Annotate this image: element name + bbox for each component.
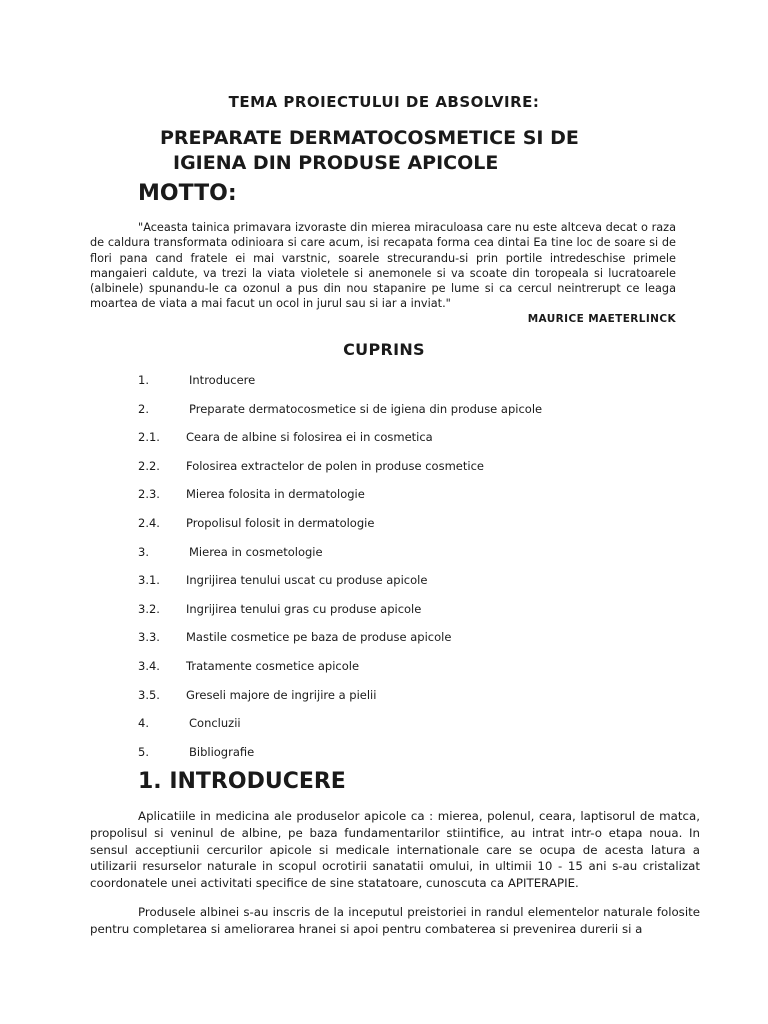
toc-item-label: Mierea folosita in dermatologie bbox=[186, 487, 365, 502]
toc-item bbox=[138, 715, 542, 744]
toc-item bbox=[138, 544, 542, 573]
contents-heading: CUPRINS bbox=[343, 340, 425, 359]
toc-item bbox=[138, 601, 542, 630]
toc-item-number: 3.2. bbox=[138, 601, 160, 616]
toc-item-number: 4. bbox=[138, 716, 149, 731]
toc-item-label: Mierea in cosmetologie bbox=[189, 544, 323, 559]
toc-item-number: 3. bbox=[138, 544, 149, 559]
toc-item bbox=[138, 572, 542, 601]
toc-item bbox=[138, 629, 542, 658]
quote-author: MAURICE MAETERLINCK bbox=[527, 313, 676, 325]
toc-item-label: Ingrijirea tenului uscat cu produse apicole bbox=[186, 573, 428, 588]
table-of-contents bbox=[138, 372, 542, 772]
project-title-line-2: IGIENA DIN PRODUSE APICOLE bbox=[173, 152, 499, 174]
intro-paragraph-1: Aplicatiile in medicina ale produselor apicole ca : mierea, polenul, ceara, laptisorul de matca, propolisul si veninul de albine, pe baza fundamentarilor stiintifice, au intrat intr-o etapa noua. In sensul acceptiunii cercurilor apicole si medicale internationale care se ocupa de acesta latura a utilizarii resurselor naturale in scopul ocrotirii sanatatii omului, in ultimii 10 - 15 ani s-au cristalizat coordonatele unei activitati specifice de sine statatoare, cunoscuta ca APITERAPIE. bbox=[90, 809, 700, 891]
toc-item-number: 2.2. bbox=[138, 458, 160, 473]
toc-item-label: Folosirea extractelor de polen in produse cosmetice bbox=[186, 458, 484, 473]
toc-item-label: Propolisul folosit in dermatologie bbox=[186, 515, 375, 530]
toc-item bbox=[138, 372, 542, 401]
project-topic-heading: TEMA PROIECTULUI DE ABSOLVIRE: bbox=[228, 93, 540, 111]
toc-item bbox=[138, 687, 542, 716]
toc-item bbox=[138, 458, 542, 487]
toc-item bbox=[138, 486, 542, 515]
toc-item-label: Preparate dermatocosmetice si de igiena din produse apicole bbox=[189, 401, 543, 416]
project-title-line-1: PREPARATE DERMATOCOSMETICE SI DE bbox=[160, 127, 579, 149]
toc-item-label: Introducere bbox=[189, 373, 256, 387]
section-heading-introduction: 1. INTRODUCERE bbox=[138, 769, 346, 794]
toc-item-label: Ceara de albine si folosirea ei in cosmetica bbox=[186, 430, 433, 445]
toc-item-label: Ingrijirea tenului gras cu produse apicole bbox=[186, 601, 422, 616]
toc-item-label: Tratamente cosmetice apicole bbox=[186, 658, 360, 673]
toc-item-number: 2.1. bbox=[138, 430, 160, 445]
toc-item-number: 3.1. bbox=[138, 573, 160, 588]
toc-item bbox=[138, 401, 542, 430]
toc-item-label: Greseli majore de ingrijire a pielii bbox=[186, 687, 377, 702]
toc-item bbox=[138, 658, 542, 687]
toc-item-label: Concluzii bbox=[189, 716, 241, 731]
toc-item bbox=[138, 515, 542, 544]
toc-item-number: 3.3. bbox=[138, 630, 160, 645]
toc-item bbox=[138, 429, 542, 458]
toc-item-number: 3.5. bbox=[138, 687, 160, 702]
toc-item-number: 2. bbox=[138, 401, 149, 416]
intro-paragraph-2: Produsele albinei s-au inscris de la inceputul preistoriei in randul elementelor naturale folosite pentru completarea si ameliorarea hranei si apoi pentru combaterea si prevenirea durerii si a bbox=[90, 905, 700, 936]
toc-item-number: 5. bbox=[138, 744, 149, 759]
toc-item-number: 2.4. bbox=[138, 515, 160, 530]
toc-item-number: 1. bbox=[138, 373, 149, 387]
toc-item-label: Mastile cosmetice pe baza de produse apicole bbox=[186, 630, 452, 645]
project-title bbox=[160, 126, 579, 176]
motto-heading: MOTTO: bbox=[138, 181, 237, 206]
toc-item-number: 2.3. bbox=[138, 487, 160, 502]
motto-quote: "Aceasta tainica primavara izvoraste din mierea miraculoasa care nu este altceva decat o raza de caldura transformata odinioara si care acum, isi recapata forma cea dintai Ea tine loc de soare si de flori pana cand fratele ei mai varstnic, soarele strecurandu-si prin portile intredeschise primele mangaieri caldute, va trezi la viata violetele si anemonele si va scoate din toropeala si lucratoarele (albinele) spunandu-le ca ozonul a pus din nou stapanire pe lume si ca cercul neintrerupt ce leaga moartea de viata a mai facut un ocol in jurul sau si iar a inviat." bbox=[90, 221, 676, 311]
toc-item-label: Bibliografie bbox=[189, 744, 255, 759]
toc-item-number: 3.4. bbox=[138, 658, 160, 673]
